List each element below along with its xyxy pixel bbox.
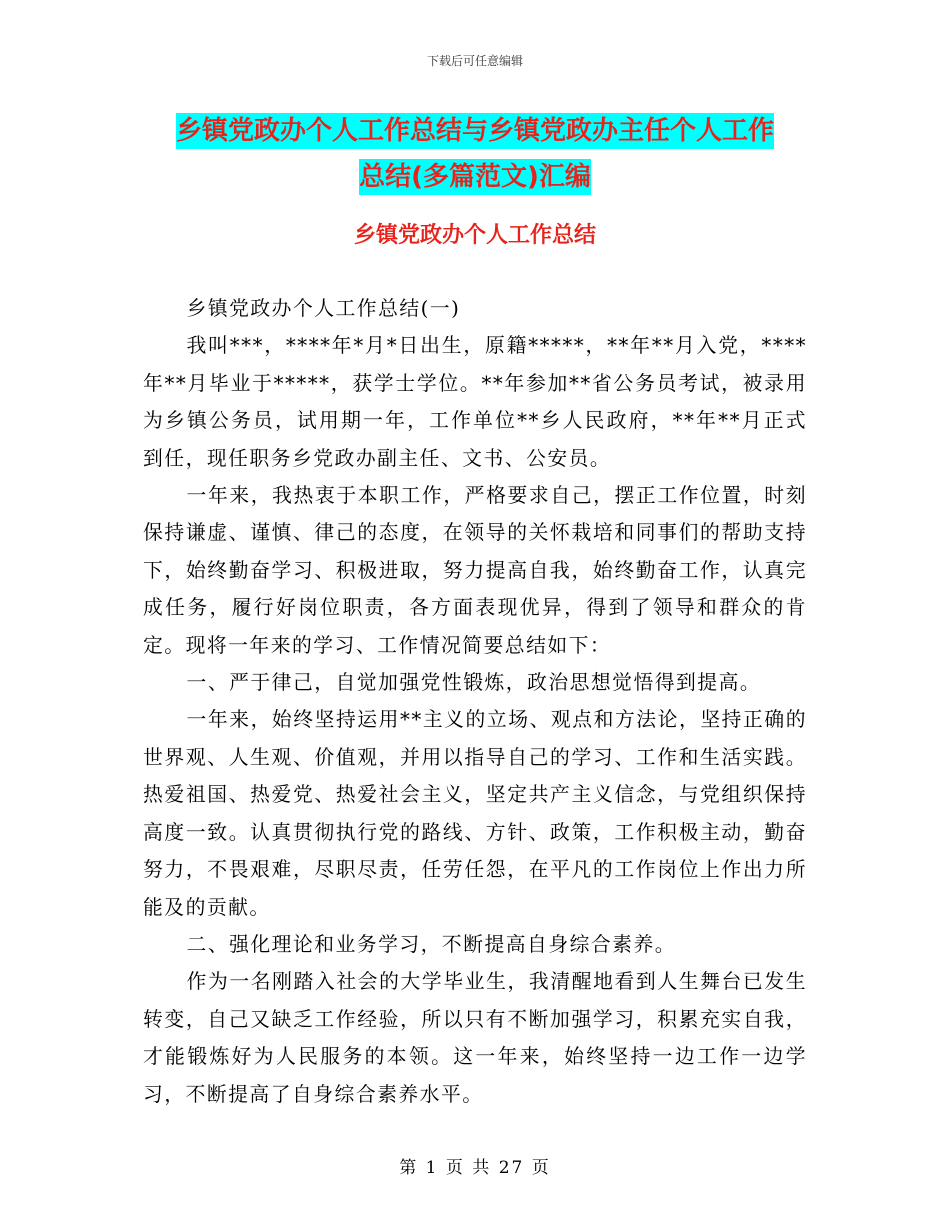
- section-title: 乡镇党政办个人工作总结: [353, 223, 596, 248]
- paragraph: 一、严于律己，自觉加强党性锻炼，政治思想觉悟得到提高。: [186, 671, 762, 695]
- paragraph: 作为一名刚踏入社会的大学毕业生，我清醒地看到人生舞台已发生转变，自己又缺乏工作经验，所以只有不断加强学习，积累充实自我，才能锻炼好为人民服务的本领。这一年来，始终坚持一边工作一边学习，不断提高了自身综合素养水平。: [143, 970, 807, 1106]
- document-title: [0, 108, 950, 200]
- document-title-line-2: 总结(多篇范文)汇编: [359, 159, 591, 195]
- paragraph: 二、强化理论和业务学习，不断提高自身综合素养。: [186, 932, 677, 956]
- paragraph: 一年来，我热衷于本职工作，严格要求自己，摆正工作位置，时刻保持谦虚、谨慎、律己的态度，在领导的关怀栽培和同事们的帮助支持下，始终勤奋学习、积极进取，努力提高自我，始终勤奋工作，认真完成任务，履行好岗位职责，各方面表现优异，得到了领导和群众的肯定。现将一年来的学习、工作情况简要总结如下：: [143, 484, 807, 657]
- document-title-line-1: 乡镇党政办个人工作总结与乡镇党政办主任个人工作: [176, 113, 774, 149]
- paragraph: 一年来，始终坚持运用**主义的立场、观点和方法论，坚持正确的世界观、人生观、价值观，并用以指导自己的学习、工作和生活实践。热爱祖国、热爱党、热爱社会主义，坚定共产主义信念，与党组织保持高度一致。认真贯彻执行党的路线、方针、政策，工作积极主动，勤奋努力，不畏艰难，尽职尽责，任劳任怨，在平凡的工作岗位上作出力所能及的贡献。: [143, 708, 807, 919]
- page-number: 第 1 页 共 27 页: [399, 1158, 551, 1178]
- paragraph: 乡镇党政办个人工作总结(一): [186, 297, 461, 320]
- body-text: [143, 290, 807, 1113]
- header-note: 下载后可任意编辑: [426, 54, 523, 68]
- paragraph: 我叫***，****年*月*日出生，原籍*****，**年**月入党，****年**月毕业于*****，获学士学位。**年参加**省公务员考试，被录用为乡镇公务员，试用期一年，工作单位**乡人民政府，**年**月正式到任，现任职务乡党政办副主任、文书、公安员。: [143, 334, 807, 470]
